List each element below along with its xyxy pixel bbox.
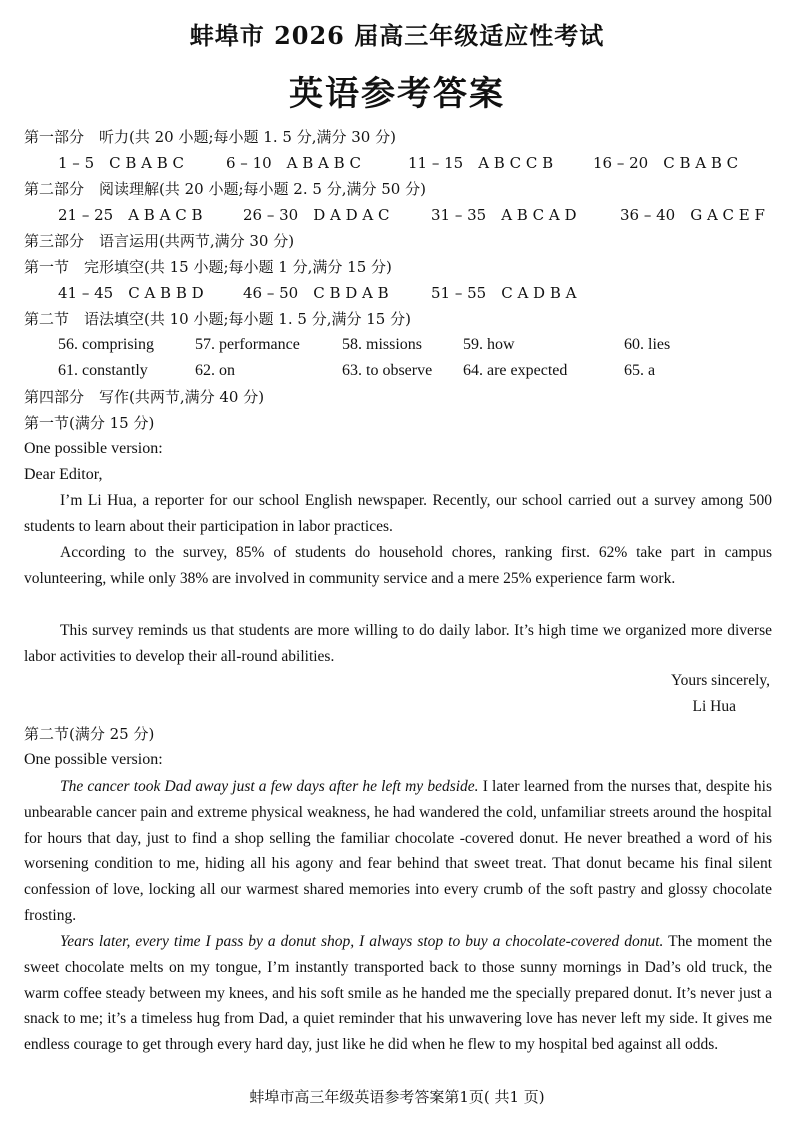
grammar-answer: 56. comprising	[58, 336, 154, 353]
grammar-answer: 64. are expected	[463, 362, 568, 379]
given-opening-sentence: The cancer took Dad away just a few days after he left my bedside.	[60, 778, 479, 795]
paragraph-body: The moment the sweet chocolate melts on my tongue, I’m instantly transported back to those sunny mornings in Dad’s old truck, the warm coffee steady between my knees, and his soft smile as he handed me the specially prepared donut. It’s never just a snack to me; it’s a timeless hug from Dad, a quiet reminder that his unwavering love has never left my side. It gives me endless courage to get through every hard day, just like he did when he flew to my hospital bed against all odds.	[24, 933, 772, 1054]
version-label: One possible version:	[24, 440, 163, 457]
writing-section2-heading: 第二节(满分 25 分)	[24, 725, 155, 743]
exam-title: 蚌埠市 2026 届高三年级适应性考试	[189, 21, 605, 50]
part1-heading: 第一部分 听力(共 20 小题;每小题 1. 5 分,满分 30 分)	[24, 128, 396, 146]
letter-paragraph-2: According to the survey, 85% of students do household chores, ranking first. 62% take part in campus volunteering, while only 38% are involved in community service and a mere 25% experience farm work.	[24, 544, 772, 587]
continuation-paragraph-1	[24, 774, 772, 929]
continuation-paragraph-2	[24, 929, 772, 1058]
version-label: One possible version:	[24, 751, 163, 768]
writing-section1-heading: 第一节(满分 15 分)	[24, 414, 155, 432]
answer-group: 26 – 30 D A D A C	[243, 206, 390, 224]
answer-group: 31 – 35 A B C A D	[431, 206, 577, 224]
answer-group: 41 – 45 C A B B D	[58, 284, 204, 302]
part3-heading: 第三部分 语言运用(共两节,满分 30 分)	[24, 232, 295, 250]
answer-group: 1 – 5 C B A B C	[58, 154, 185, 172]
letter-greeting: Dear Editor,	[24, 466, 103, 483]
grammar-answer: 60. lies	[624, 336, 671, 353]
answer-group: 46 – 50 C B D A B	[243, 284, 389, 302]
answer-group: 36 – 40 G A C E F	[620, 206, 765, 224]
cloze-heading: 第一节 完形填空(共 15 小题;每小题 1 分,满分 15 分)	[24, 258, 392, 276]
grammar-answer: 61. constantly	[58, 362, 148, 379]
letter-signature: Li Hua	[692, 698, 736, 715]
letter-closing: Yours sincerely,	[670, 672, 770, 689]
given-opening-sentence: Years later, every time I pass by a donut shop, I always stop to buy a chocolate-covered donut.	[60, 933, 664, 950]
part2-heading: 第二部分 阅读理解(共 20 小题;每小题 2. 5 分,满分 50 分)	[24, 180, 426, 198]
answer-group: 21 – 25 A B A C B	[58, 206, 203, 224]
page-title: 英语参考答案	[289, 74, 505, 114]
grammar-heading: 第二节 语法填空(共 10 小题;每小题 1. 5 分,满分 15 分)	[24, 310, 411, 328]
grammar-answer: 63. to observe	[342, 362, 433, 379]
page-footer: 蚌埠市高三年级英语参考答案第1页( 共1 页)	[249, 1088, 545, 1106]
answer-group: 51 – 55 C A D B A	[431, 284, 577, 302]
letter-paragraph-1: I’m Li Hua, a reporter for our school English newspaper. Recently, our school carried out a survey among 500 students to learn about their participation in labor practices.	[24, 492, 772, 535]
grammar-answer: 59. how	[463, 336, 515, 353]
part4-heading: 第四部分 写作(共两节,满分 40 分)	[24, 388, 265, 406]
answer-group: 6 – 10 A B A B C	[226, 154, 361, 172]
paragraph-body: I later learned from the nurses that, despite his unbearable cancer pain and extreme physical weakness, he had wandered the cold, unfamiliar streets around the hospital for hours that day, just to find a shop selling the familiar chocolate -covered donut. He never breathed a word of his worsening condition to me, hiding all his agony and fear behind that sweet treat. That donut became his final silent confession of love, locking all our warmest shared memories into every crumb of the soft pastry and glossy chocolate frosting.	[24, 778, 772, 924]
grammar-answer: 62. on	[195, 362, 235, 379]
grammar-answer: 65. a	[624, 362, 656, 379]
grammar-answer: 58. missions	[342, 336, 423, 353]
answer-group: 11 – 15 A B C C B	[408, 154, 554, 172]
grammar-answer: 57. performance	[195, 336, 300, 353]
letter-paragraph-3: This survey reminds us that students are more willing to do daily labor. It’s high time we organized more diverse labor activities to develop their all-round abilities.	[24, 622, 772, 665]
answer-group: 16 – 20 C B A B C	[593, 154, 739, 172]
